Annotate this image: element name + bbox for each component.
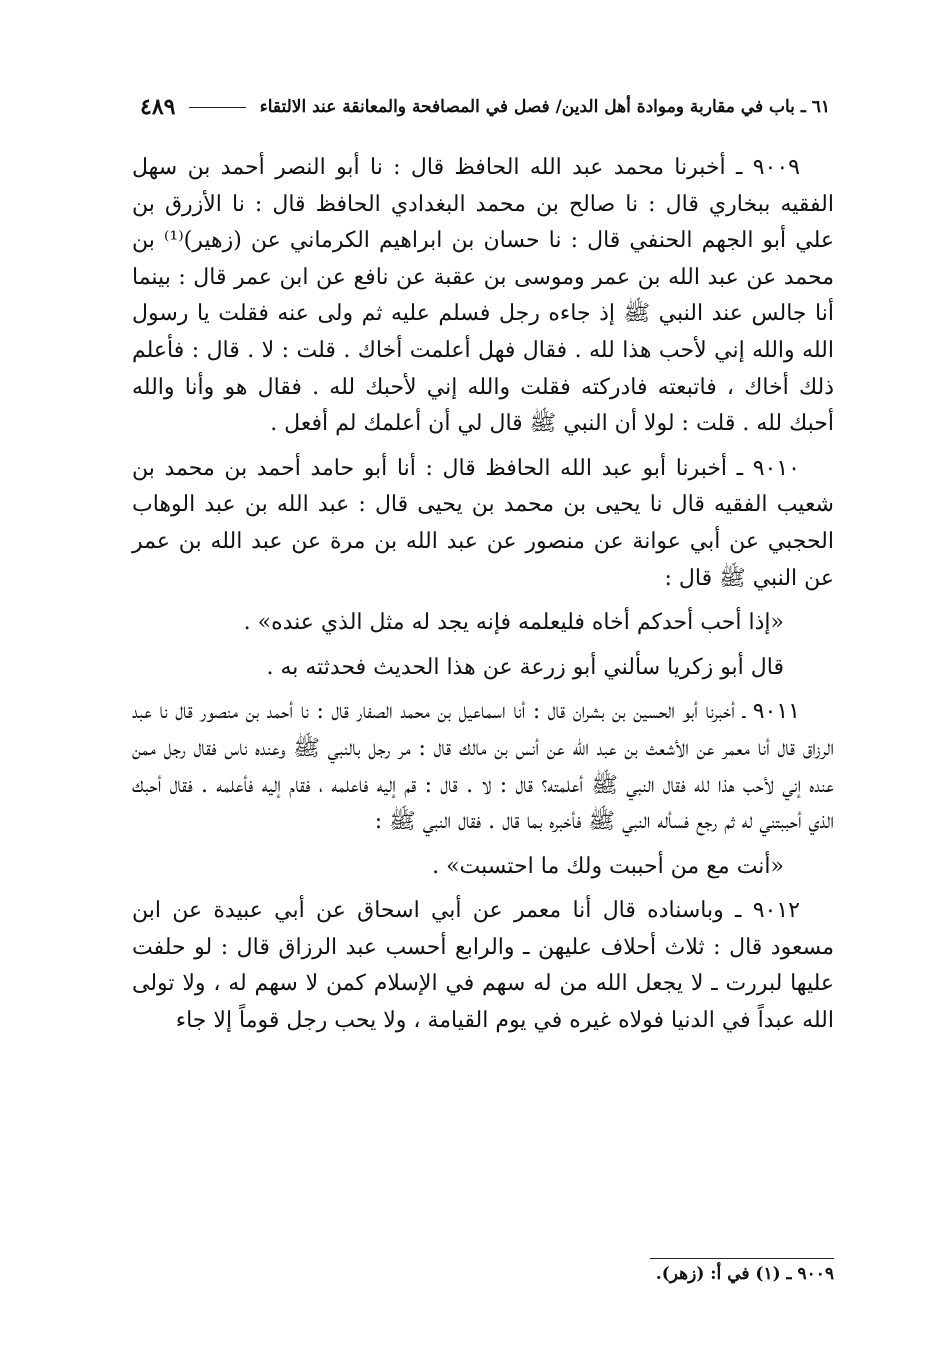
running-title: ٦١ ـ باب في مقاربة وموادة أهل الدين/ فصل في المصافحة والمعانقة عند الالتقاء	[259, 97, 830, 117]
header-rule	[189, 107, 245, 108]
hadith-9010-note: قال أبو زكريا سألني أبو زرعة عن هذا الحديث فحدثته به .	[266, 654, 784, 680]
footnote: ٩٠٠٩ ـ (١) في أ: (زهر).	[655, 1264, 834, 1284]
hadith-9011-quote: «أنت مع من أحببت ولك ما احتسبت» .	[432, 853, 784, 879]
page-number: ٤٨٩	[140, 94, 176, 120]
hadith-9009: ٩٠٠٩ ـ أخبرنا محمد عبد الله الحافظ قال : نا أبو النصر أحمد بن سهل الفقيه ببخاري قال : نا صالح بن محمد البغدادي الحافظ قال : نا الأزرق بن علي أبو الجهم الحنفي قال : نا حسان بن ابراهيم الكرماني عن (زهير)⁽¹⁾ بن محمد عن عبد الله بن عمر وموسى بن عقبة عن نافع عن ابن عمر قال : بينما أنا جالس عند النبي ﷺ إذ جاءه رجل فسلم عليه ثم ولى عنه فقلت يا رسول الله والله إني لأحب هذا لله . فقال فهل أعلمت أخاك . قلت : لا . قال : فأعلم ذلك أخاك ، فاتبعته فادركته فقلت والله إني لأحبك لله . فقال هو وأنا والله أحبك لله . قلت : لولا أن النبي ﷺ قال لي أن أعلمك لم أفعل .	[132, 155, 834, 437]
page-header	[140, 90, 830, 124]
hadith-9010: ٩٠١٠ ـ أخبرنا أبو عبد الله الحافظ قال : أنا أبو حامد أحمد بن محمد بن شعيب الفقيه قال نا يحيى بن محمد بن يحيى قال : عبد الله بن عبد الوهاب الحجبي عن أبي عوانة عن منصور عن عبد الله بن مرة عن عبد الله بن عمر عن النبي ﷺ قال :	[132, 455, 834, 591]
main-text	[132, 150, 834, 1048]
hadith-9012: ٩٠١٢ ـ وباسناده قال أنا معمر عن أبي اسحاق عن أبي عبيدة عن ابن مسعود قال : ثلاث أحلاف عليهن ـ والرابع أحسب عبد الرزاق قال : لو حلفت عليها لبررت ـ لا يجعل الله من له سهم في الإسلام كمن لا سهم له ، ولا تولى الله عبداً في الدنيا فولاه غيره في يوم القيامة ، ولا يحب رجل قوماً إلا جاء	[132, 898, 835, 1034]
footnote-rule	[650, 1258, 834, 1259]
hadith-9011: ٩٠١١ ـ أخبرنا أبو الحسين بن بشران قال : أنا اسماعيل بن محمد الصفار قال : نا أحمد بن منصور قال نا عبد الرزاق قال أنا معمر عن الأشعث بن عبد الله عن أنس بن مالك قال : مر رجل بالنبي ﷺ وعنده ناس فقال رجل ممن عنده إني لأحب هذا لله فقال النبي ﷺ أعلمته؟ قال : لا . قال : قم إليه فاعلمه ، فقام إليه فأعلمه . فقال أحبك الذي أحببتني له ثم رجع فسأله النبي ﷺ فأخبره بما قال . فقال النبي ﷺ :	[132, 699, 834, 835]
hadith-9010-quote: «إذا أحب أحدكم أخاه فليعلمه فإنه يجد له مثل الذي عنده» .	[243, 610, 784, 636]
